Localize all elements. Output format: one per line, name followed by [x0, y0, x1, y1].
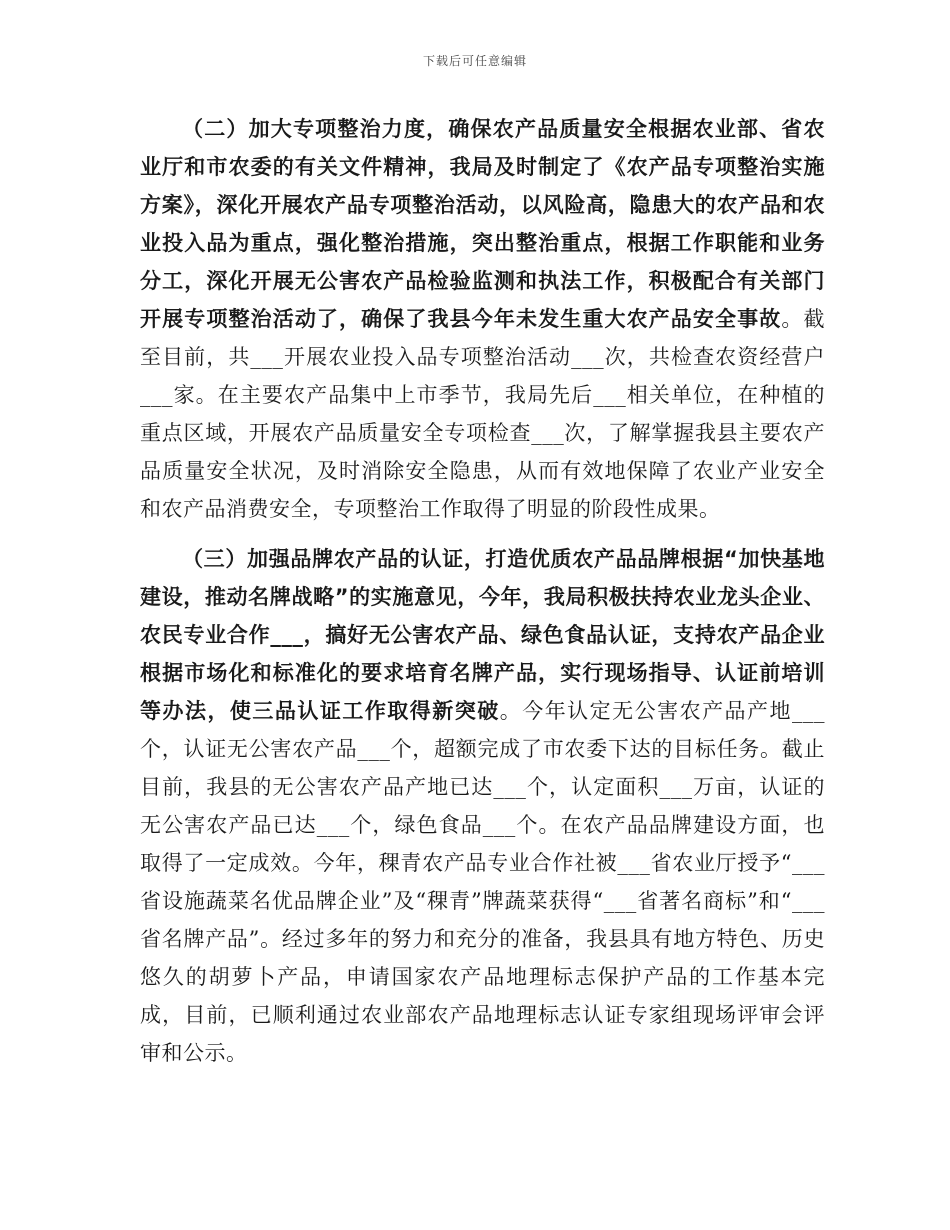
page-header: 下载后可任意编辑 — [422, 54, 527, 68]
paragraph-section-three — [140, 540, 825, 1072]
document-body — [140, 110, 825, 1072]
section-three-body-text: 。今年认定无公害农产品产地___个，认证无公害农产品___个，超额完成了市农委下达的目标任务。截止目前，我县的无公害农产品产地已达___个，认定面积___万亩，认证的无公害农产品已达___个，绿色食品___个。在农产品品牌建设方面，也取得了一定成效。今年，稞青农产品专业合作社被___省农业厅授予“___省设施蔬菜名优品牌企业”及“稞青”牌蔬菜获得“___省著名商标”和“___省名牌产品”。经过多年的努力和充分的准备，我县具有地方特色、历史悠久的胡萝卜产品，申请国家农产品地理标志保护产品的工作基本完成，目前，已顺利通过农业部农产品地理标志认证专家组现场评审会评审和公示。 — [140, 699, 826, 1065]
paragraph-section-two — [140, 110, 825, 528]
section-two-heading-text: （二）加大专项整治力度，确保农产品质量安全根据农业部、省农业厅和市农委的有关文件精神，我局及时制定了《农产品专项整治实施方案》，深化开展农产品专项整治活动，以风险高，隐患大的农产品和农业投入品为重点，强化整治措施，突出整治重点，根据工作职能和业务分工，深化开展无公害农产品检验监测和执法工作，积极配合有关部门开展专项整治活动了，确保了我县今年未发生重大农产品安全事故 — [140, 117, 825, 331]
section-two-body-text: 。截至目前，共___开展农业投入品专项整治活动___次，共检查农资经营户___家。在主要农产品集中上市季节，我局先后___相关单位，在种植的重点区域，开展农产品质量安全专项检查___次，了解掌握我县主要农产品质量安全状况，及时消除安全隐患，从而有效地保障了农业产业安全和农产品消费安全，专项整治工作取得了明显的阶段性成果。 — [140, 307, 826, 521]
section-three-heading-text: （三）加强品牌农产品的认证，打造优质农产品品牌根据“加快基地建设，推动名牌战略”的实施意见，今年，我局积极扶持农业龙头企业、农民专业合作___，搞好无公害农产品、绿色食品认证，支持农产品企业根据市场化和标准化的要求培育名牌产品，实行现场指导、认证前培训等办法，使三品认证工作取得新突破 — [140, 547, 825, 723]
